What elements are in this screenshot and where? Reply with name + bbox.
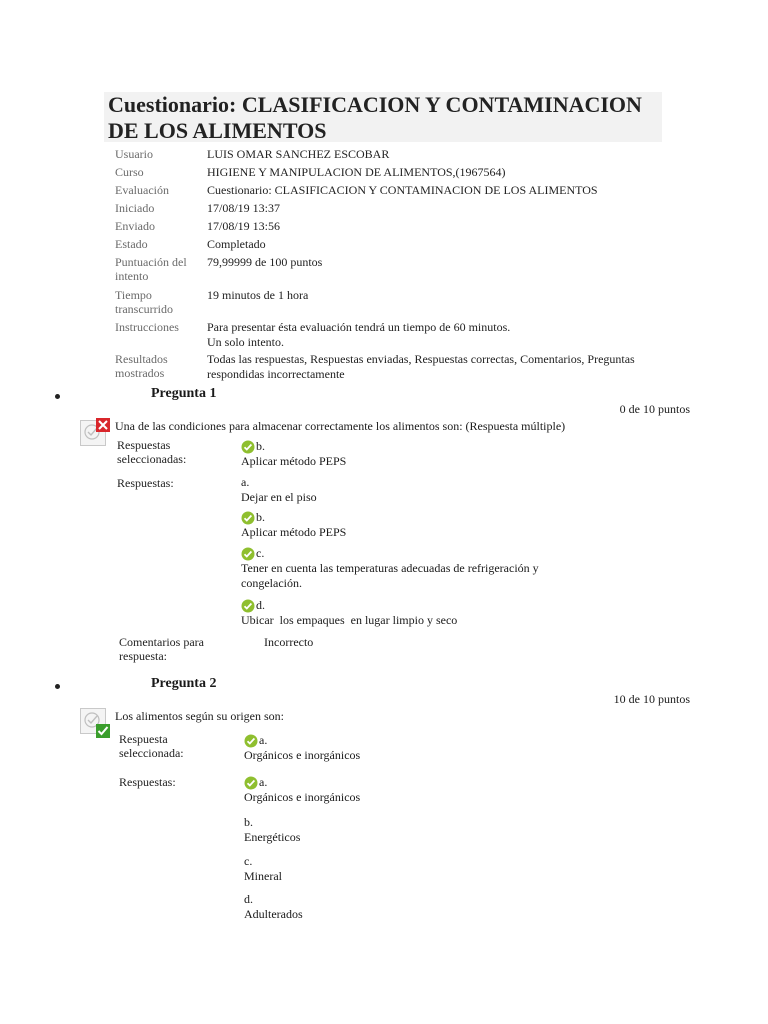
answer-option bbox=[241, 475, 317, 505]
answer-option bbox=[244, 775, 360, 805]
summary-row-tiempo bbox=[115, 288, 675, 320]
summary-label: Enviado bbox=[115, 219, 155, 233]
answer-option bbox=[241, 546, 571, 591]
answer-text: Aplicar método PEPS bbox=[241, 454, 347, 468]
check-icon bbox=[244, 776, 258, 790]
answer-text: Dejar en el piso bbox=[241, 490, 317, 504]
answer-letter: b. bbox=[256, 510, 265, 524]
check-icon bbox=[241, 547, 255, 561]
summary-label: Instrucciones bbox=[115, 320, 179, 334]
answer-letter: c. bbox=[256, 546, 265, 560]
summary-row-instrucciones bbox=[115, 320, 675, 352]
summary-label: Resultados mostrados bbox=[115, 352, 168, 380]
incorrect-question-icon bbox=[80, 418, 110, 448]
answer-letter: a. bbox=[259, 733, 268, 747]
correct-question-icon bbox=[80, 708, 110, 738]
answer-letter: b. bbox=[256, 439, 265, 453]
summary-label: Usuario bbox=[115, 147, 153, 161]
answer-text: Tener en cuenta las temperaturas adecuadas de refrigeración y congelación. bbox=[241, 561, 539, 590]
summary-row-iniciado bbox=[115, 201, 675, 219]
answer-option bbox=[244, 815, 300, 845]
summary-value: 19 minutos de 1 hora bbox=[207, 288, 309, 302]
summary-value: 17/08/19 13:37 bbox=[207, 201, 281, 215]
summary-row-evaluacion bbox=[115, 183, 675, 201]
answer-letter: a. bbox=[241, 475, 250, 489]
summary-value: Para presentar ésta evaluación tendrá un tiempo de 60 minutos. Un solo intento. bbox=[207, 320, 511, 349]
summary-row-enviado bbox=[115, 219, 675, 237]
question-text: Los alimentos según su origen son: bbox=[115, 709, 284, 723]
selected-answer bbox=[241, 439, 346, 469]
question-text: Una de las condiciones para almacenar correctamente los alimentos son: (Respuesta múltiple) bbox=[115, 419, 566, 433]
answer-letter: a. bbox=[259, 775, 268, 789]
summary-label: Evaluación bbox=[115, 183, 169, 197]
summary-value: Todas las respuestas, Respuestas enviadas, Respuestas correctas, Comentarios, Preguntas respondidas incorrectamente bbox=[207, 352, 635, 381]
summary-row-estado bbox=[115, 237, 675, 255]
question-title: Pregunta 2 bbox=[151, 676, 217, 691]
check-icon bbox=[244, 734, 258, 748]
answer-option bbox=[244, 892, 303, 922]
summary-row-curso bbox=[115, 165, 675, 183]
answer-letter: c. bbox=[244, 854, 253, 868]
summary-label: Iniciado bbox=[115, 201, 155, 215]
question-points: 0 de 10 puntos bbox=[619, 402, 690, 416]
answer-letter: d. bbox=[244, 892, 253, 906]
summary-value: Completado bbox=[207, 237, 266, 251]
answer-text: Ubicar los empaques en lugar limpio y seco bbox=[241, 613, 458, 627]
check-icon bbox=[241, 440, 255, 454]
selected-answer-label: Respuesta seleccionada: bbox=[119, 732, 184, 760]
summary-label: Puntuación del intento bbox=[115, 255, 187, 283]
question-title: Pregunta 1 bbox=[151, 386, 217, 401]
selected-answer bbox=[244, 733, 360, 763]
summary-row-usuario bbox=[115, 147, 675, 165]
answer-text: Adulterados bbox=[244, 907, 303, 921]
summary-value: LUIS OMAR SANCHEZ ESCOBAR bbox=[207, 147, 390, 161]
summary-label: Tiempo transcurrido bbox=[115, 288, 173, 316]
answer-text: Aplicar método PEPS bbox=[241, 525, 347, 539]
answer-text: Energéticos bbox=[244, 830, 301, 844]
answers-label: Respuestas: bbox=[119, 775, 176, 789]
comment-value: Incorrecto bbox=[264, 635, 314, 649]
summary-label: Curso bbox=[115, 165, 144, 179]
check-icon bbox=[241, 599, 255, 613]
answer-text: Mineral bbox=[244, 869, 282, 883]
list-bullet bbox=[55, 684, 60, 689]
attempt-summary bbox=[115, 147, 675, 384]
summary-row-resultados bbox=[115, 352, 675, 384]
selected-answers-label: Respuestas seleccionadas: bbox=[117, 438, 187, 466]
answer-letter: d. bbox=[256, 598, 265, 612]
summary-value: Cuestionario: CLASIFICACION Y CONTAMINACION DE LOS ALIMENTOS bbox=[207, 183, 598, 197]
check-icon bbox=[241, 511, 255, 525]
summary-value: HIGIENE Y MANIPULACION DE ALIMENTOS,(1967564) bbox=[207, 165, 506, 179]
question-points: 10 de 10 puntos bbox=[613, 692, 690, 706]
answer-option bbox=[241, 598, 457, 628]
answer-option bbox=[241, 510, 346, 540]
comment-label: Comentarios para respuesta: bbox=[119, 635, 204, 663]
summary-value: 17/08/19 13:56 bbox=[207, 219, 281, 233]
answer-text: Orgánicos e inorgánicos bbox=[244, 790, 361, 804]
answer-letter: b. bbox=[244, 815, 253, 829]
summary-row-puntuacion bbox=[115, 255, 675, 288]
answer-option bbox=[244, 854, 282, 884]
list-bullet bbox=[55, 394, 60, 399]
page-title: Cuestionario: CLASIFICACION Y CONTAMINACION DE LOS ALIMENTOS bbox=[108, 92, 642, 143]
answers-label: Respuestas: bbox=[117, 476, 174, 490]
summary-value: 79,99999 de 100 puntos bbox=[207, 255, 323, 269]
answer-text: Orgánicos e inorgánicos bbox=[244, 748, 361, 762]
summary-label: Estado bbox=[115, 237, 148, 251]
